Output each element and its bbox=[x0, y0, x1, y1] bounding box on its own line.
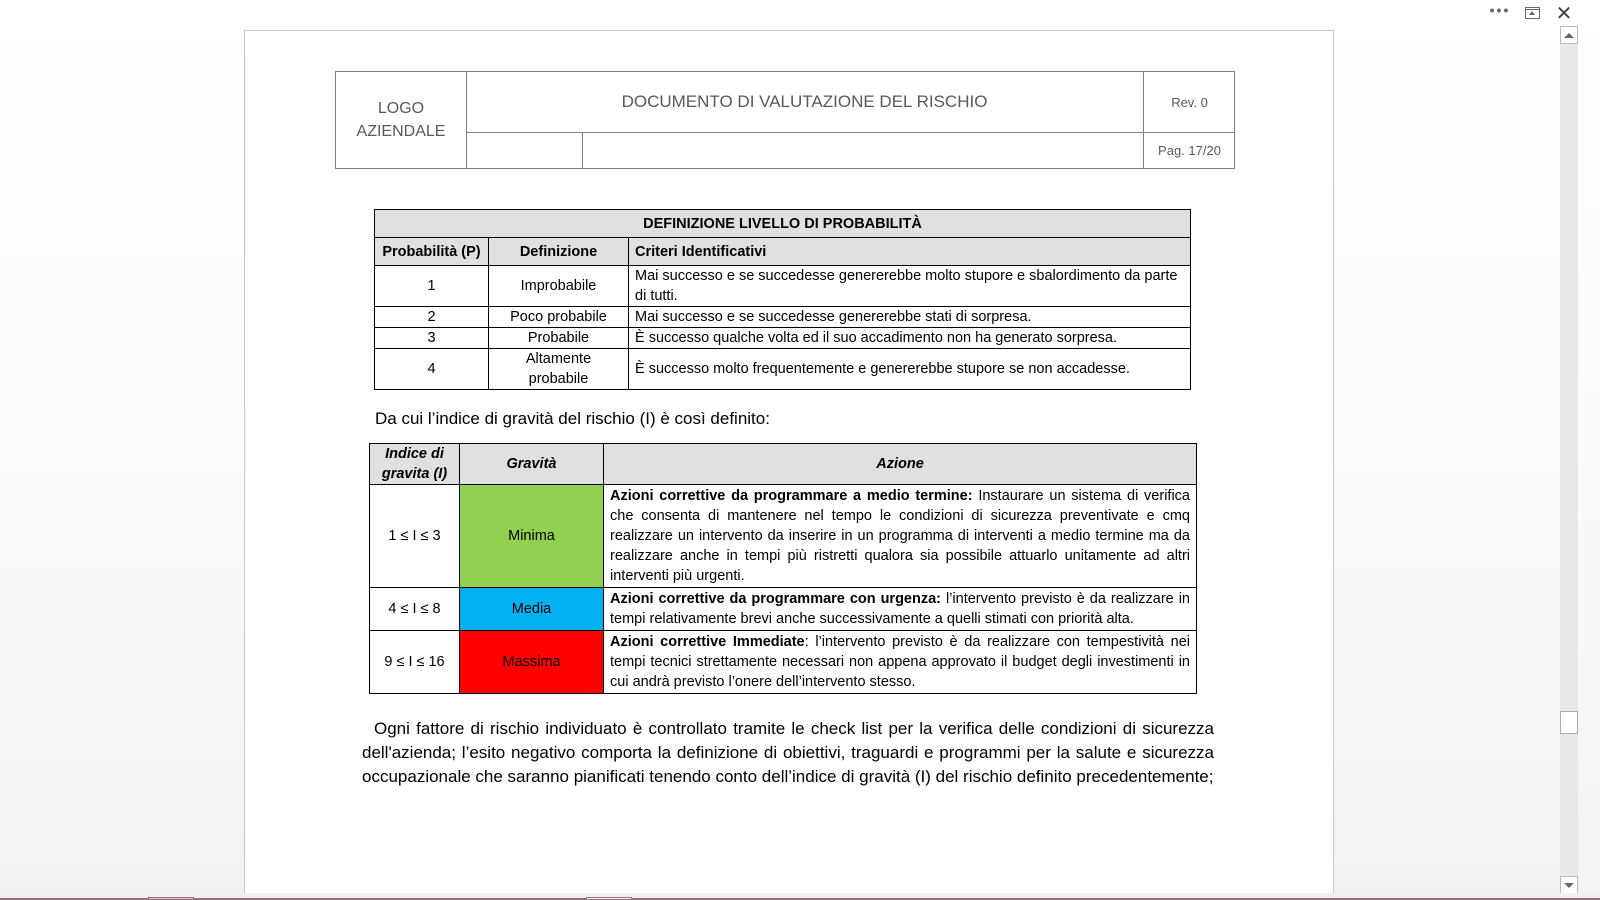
column-header-criteri: Criteri Identificativi bbox=[629, 238, 1191, 266]
severity-level-media: Media bbox=[460, 588, 604, 631]
table-row bbox=[370, 631, 1197, 694]
action-description: Instaurare un sistema di verifica che consenta di mantenere nel tempo le condizioni di sicurezza preventivate e cmq realizzare un intervento da inserire in un programma di interventi a medio termine ma da realizzare anche in tempi più ristretti qualora sia possibile attuarlo unitamente ad altri interventi più urgenti. bbox=[610, 488, 1190, 584]
restore-button[interactable] bbox=[1516, 2, 1548, 24]
scrollbar-thumb[interactable] bbox=[1560, 711, 1578, 734]
chevron-up-icon bbox=[1564, 33, 1574, 38]
column-header-indice: Indice di gravita (I) bbox=[370, 444, 460, 485]
window-controls bbox=[1484, 2, 1580, 24]
probability-criteria: È successo molto frequentemente e genererebbe stupore se non accadesse. bbox=[629, 349, 1191, 390]
closing-paragraph: Ogni fattore di rischio individuato è controllato tramite le check list per la verifica delle condizioni di sicurezza dell'azienda; l’esito negativo comporta la definizione di obiettivi, traguardi e programmi per la salute e sicurezza occupazionale che saranno pianificati tenendo conto dell’indice di gravità (I) del rischio definito precedentemente; bbox=[362, 719, 1214, 786]
document-page bbox=[244, 30, 1334, 900]
logo-line-1: LOGO bbox=[377, 100, 425, 117]
logo-line-2: AZIENDALE bbox=[356, 123, 446, 140]
probability-criteria: Mai successo e se succedesse genererebbe stati di sorpresa. bbox=[629, 307, 1191, 328]
close-icon: ✕ bbox=[1555, 2, 1573, 25]
table-row bbox=[375, 307, 1191, 328]
table-row bbox=[375, 266, 1191, 307]
probability-table-title: DEFINIZIONE LIVELLO DI PROBABILITÀ bbox=[375, 210, 1191, 238]
probability-definition: Probabile bbox=[489, 328, 629, 349]
close-button[interactable] bbox=[1548, 2, 1580, 24]
probability-definition: Altamente probabile bbox=[489, 349, 629, 390]
severity-level-massima: Massima bbox=[460, 631, 604, 694]
scroll-up-button[interactable] bbox=[1560, 26, 1578, 44]
more-icon: ••• bbox=[1489, 2, 1511, 18]
revision-label: Rev. 0 bbox=[1143, 72, 1235, 133]
table-row bbox=[370, 588, 1197, 631]
header-empty-cell-2 bbox=[583, 132, 1143, 168]
severity-table bbox=[369, 443, 1197, 694]
company-logo-placeholder bbox=[336, 72, 467, 168]
severity-level-minima: Minima bbox=[460, 485, 604, 588]
action-description: l’intervento previsto è da realizzare in tempi relativamente brevi anche successivamente a quelli stimati con priorità alta. bbox=[610, 591, 1190, 627]
severity-action bbox=[604, 588, 1197, 631]
probability-value: 2 bbox=[375, 307, 489, 328]
restore-window-icon bbox=[1525, 7, 1540, 19]
document-title: DOCUMENTO DI VALUTAZIONE DEL RISCHIO bbox=[466, 72, 1143, 133]
column-header-probabilita: Probabilità (P) bbox=[375, 238, 489, 266]
page-number-label: Pag. 17/20 bbox=[1143, 132, 1235, 168]
probability-criteria: È successo qualche volta ed il suo accadimento non ha generato sorpresa. bbox=[629, 328, 1191, 349]
chevron-down-icon bbox=[1564, 883, 1574, 888]
probability-value: 4 bbox=[375, 349, 489, 390]
column-header-gravita: Gravità bbox=[460, 444, 604, 485]
column-header-definizione: Definizione bbox=[489, 238, 629, 266]
probability-definition: Poco probabile bbox=[489, 307, 629, 328]
severity-intro-text: Da cui l’indice di gravità del rischio (I) è così definito: bbox=[375, 409, 770, 428]
table-row bbox=[375, 328, 1191, 349]
probability-value: 1 bbox=[375, 266, 489, 307]
action-title: Azioni correttive Immediate bbox=[610, 634, 805, 650]
header-empty-cell-1 bbox=[466, 132, 583, 168]
action-title: Azioni correttive da programmare con urgenza: bbox=[610, 591, 941, 607]
status-bar bbox=[0, 893, 1600, 900]
action-description: : l’intervento previsto è da realizzare con tempestività nei tempi tecnici strettamente necessari non appena approvato il budget degli investimenti in cui andrà previsto l’onere dell’intervento stesso. bbox=[610, 634, 1191, 690]
more-options-button[interactable] bbox=[1484, 2, 1516, 24]
document-header-table bbox=[335, 71, 1235, 169]
probability-criteria: Mai successo e se succedesse genererebbe molto stupore e sbalordimento da parte di tutti. bbox=[629, 266, 1191, 307]
severity-action bbox=[604, 485, 1197, 588]
table-row bbox=[370, 485, 1197, 588]
probability-table bbox=[374, 209, 1191, 390]
severity-index: 4 ≤ I ≤ 8 bbox=[370, 588, 460, 631]
action-title: Azioni correttive da programmare a medio termine: bbox=[610, 488, 973, 504]
probability-value: 3 bbox=[375, 328, 489, 349]
column-header-azione: Azione bbox=[604, 444, 1197, 485]
vertical-scrollbar[interactable] bbox=[1560, 26, 1578, 894]
severity-action bbox=[604, 631, 1197, 694]
severity-index: 9 ≤ I ≤ 16 bbox=[370, 631, 460, 694]
scroll-down-button[interactable] bbox=[1560, 876, 1578, 894]
table-row bbox=[375, 349, 1191, 390]
probability-definition: Improbabile bbox=[489, 266, 629, 307]
severity-index: 1 ≤ I ≤ 3 bbox=[370, 485, 460, 588]
